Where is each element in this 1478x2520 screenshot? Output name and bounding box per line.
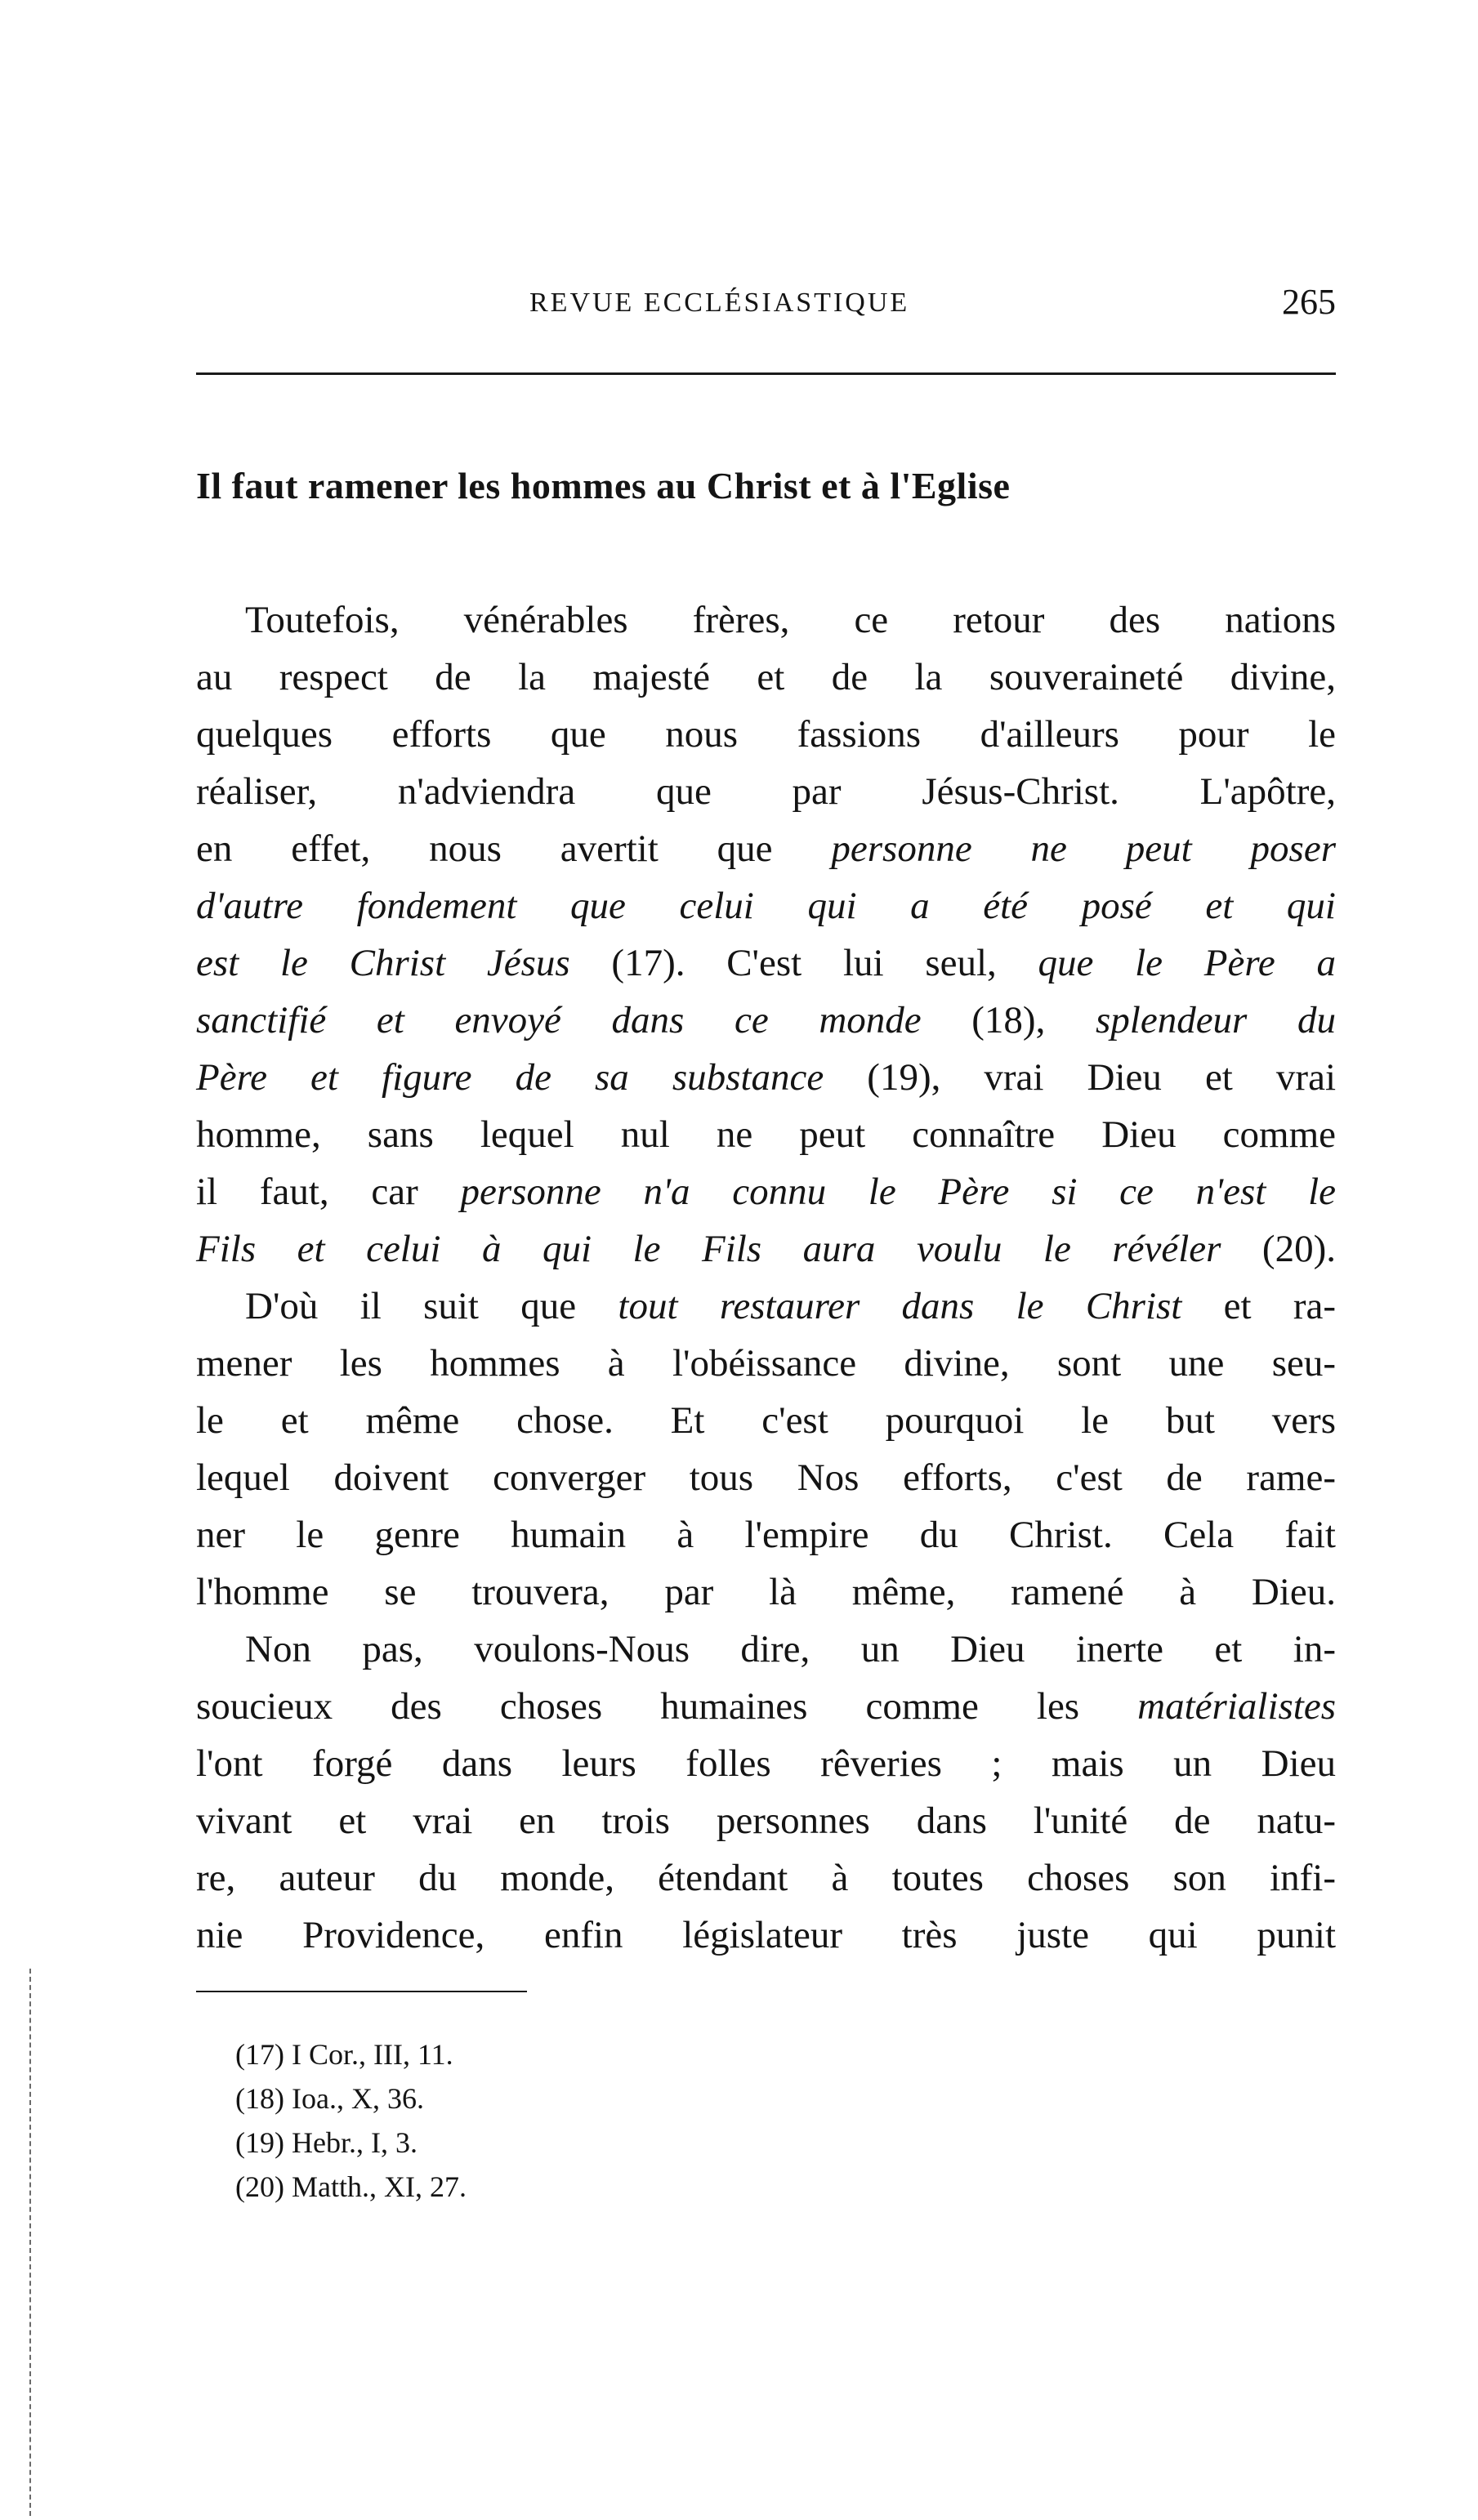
footnote-17: (17) I Cor., III, 11. <box>235 2038 453 2071</box>
text-run: nie Providence, enfin législateur très juste qui punit <box>196 1914 1336 1956</box>
text-line <box>196 992 1336 1049</box>
text-line <box>196 763 1336 820</box>
text-run: D'où il suit que <box>245 1285 618 1327</box>
text-line <box>196 820 1336 877</box>
italic-phrase: tout restaurer dans le Christ <box>618 1285 1182 1327</box>
binding-margin-mark <box>29 1969 34 2516</box>
text-line <box>196 1849 1336 1907</box>
footnote-19: (19) Hebr., I, 3. <box>235 2126 418 2159</box>
italic-phrase: Fils et celui à qui le Fils aura voulu le révéler <box>196 1228 1221 1270</box>
text-line <box>196 649 1336 706</box>
text-line <box>196 1449 1336 1506</box>
italic-phrase: personne n'a connu le Père si ce n'est le <box>460 1171 1336 1213</box>
text-line <box>196 1792 1336 1849</box>
text-run: (19), vrai Dieu et vrai <box>824 1056 1336 1099</box>
text-run: mener les hommes à l'obéissance divine, sont une seu- <box>196 1342 1336 1385</box>
text-run: Non pas, voulons-Nous dire, un Dieu inerte et in- <box>245 1628 1336 1670</box>
text-run: (18), <box>921 999 1096 1041</box>
italic-phrase: sanctifié et envoyé dans ce monde <box>196 999 922 1041</box>
text-run: (17). C'est lui seul, <box>569 942 1038 984</box>
text-line <box>196 1563 1336 1621</box>
text-run: l'ont forgé dans leurs folles rêveries ; mais un Dieu <box>196 1742 1336 1785</box>
text-line <box>196 1049 1336 1106</box>
text-run: ner le genre humain à l'empire du Christ. Cela fait <box>196 1514 1336 1556</box>
text-run: lequel doivent converger tous Nos efforts, c'est de rame- <box>196 1456 1336 1499</box>
italic-phrase: matérialistes <box>1137 1685 1336 1728</box>
text-run: (20). <box>1221 1228 1336 1270</box>
text-line <box>196 1678 1336 1735</box>
footnote-18: (18) Ioa., X, 36. <box>235 2082 424 2115</box>
text-line <box>196 1106 1336 1163</box>
text-line <box>196 1335 1336 1392</box>
text-run: re, auteur du monde, étendant à toutes choses son infi- <box>196 1857 1336 1899</box>
italic-phrase: Père et figure de sa substance <box>196 1056 824 1099</box>
text-line <box>196 1392 1336 1449</box>
text-line <box>196 1621 1336 1678</box>
footnote-rule <box>196 1991 527 1992</box>
text-line <box>196 591 1336 649</box>
running-head <box>196 282 1336 328</box>
text-line <box>196 1735 1336 1792</box>
italic-phrase: splendeur du <box>1095 999 1336 1041</box>
text-run: le et même chose. Et c'est pourquoi le but vers <box>196 1399 1336 1442</box>
text-run: l'homme se trouvera, par là même, ramené à Dieu. <box>196 1571 1336 1613</box>
text-run: réaliser, n'adviendra que par Jésus-Christ. L'apôtre, <box>196 770 1336 813</box>
header-rule <box>196 372 1336 375</box>
text-run: en effet, nous avertit que <box>196 827 832 870</box>
text-line <box>196 1506 1336 1563</box>
italic-phrase: est le Christ Jésus <box>196 942 570 984</box>
text-run: il faut, car <box>196 1171 461 1213</box>
footnotes <box>235 2032 889 2209</box>
section-heading: Il faut ramener les hommes au Christ et à l'Eglise <box>196 465 1011 506</box>
text-run: et ra- <box>1181 1285 1337 1327</box>
text-line <box>196 877 1336 934</box>
text-line <box>196 706 1336 763</box>
text-run: vivant et vrai en trois personnes dans l'unité de natu- <box>196 1800 1336 1842</box>
running-title: REVUE ECCLÉSIASTIQUE <box>529 288 910 318</box>
text-line <box>196 1278 1336 1335</box>
page-number: 265 <box>1282 282 1336 322</box>
text-line <box>196 934 1336 992</box>
footnote-20: (20) Matth., XI, 27. <box>235 2170 467 2203</box>
text-run: Toutefois, vénérables frères, ce retour des nations <box>245 599 1336 641</box>
text-line <box>196 1163 1336 1220</box>
text-run: homme, sans lequel nul ne peut connaître Dieu comme <box>196 1113 1336 1156</box>
text-line <box>196 1220 1336 1278</box>
text-line <box>196 1907 1336 1964</box>
italic-phrase: personne ne peut poser <box>831 827 1336 870</box>
body-text <box>196 591 1336 1964</box>
italic-phrase: d'autre fondement que celui qui a été posé et qui <box>196 885 1336 927</box>
text-run: quelques efforts que nous fassions d'ailleurs pour le <box>196 713 1336 756</box>
text-run: au respect de la majesté et de la souveraineté divine, <box>196 656 1336 698</box>
text-run: soucieux des choses humaines comme les <box>196 1685 1138 1728</box>
italic-phrase: que le Père a <box>1038 942 1336 984</box>
